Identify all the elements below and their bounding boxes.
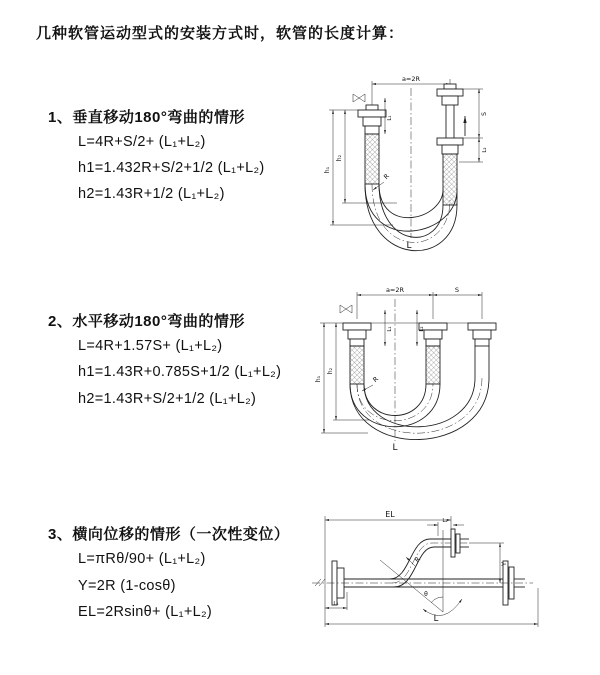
radius-callout bbox=[406, 555, 422, 566]
dimension-y bbox=[469, 543, 508, 583]
dim-label-r: R bbox=[413, 555, 423, 565]
section-1-heading: 1、垂直移动180°弯曲的情形 bbox=[48, 109, 245, 126]
radius-callout bbox=[362, 375, 380, 391]
dimension-l2 bbox=[479, 138, 488, 162]
section-3-formula-EL: EL=2Rsinθ+ (L₁+L₂) bbox=[78, 604, 213, 620]
section-3-heading: 3、横向位移的情形（一次性变位） bbox=[48, 526, 290, 543]
dimension-l2 bbox=[417, 310, 425, 346]
dim-label-l1: L₁ bbox=[387, 326, 393, 332]
dim-label-l2: L₂ bbox=[442, 518, 448, 524]
dim-label-h1: h₁ bbox=[324, 166, 331, 174]
right-connector-alt-position bbox=[468, 323, 496, 378]
section-2-formula-L: L=4R+1.57S+ (L₁+L₂) bbox=[78, 338, 223, 354]
dim-label-l: L bbox=[433, 614, 439, 624]
dim-label-el: EL bbox=[385, 510, 395, 519]
dim-label-l1: L₁ bbox=[333, 601, 339, 607]
section-2-formula-h2: h2=1.43R+S/2+1/2 (L₁+L₂) bbox=[78, 391, 257, 407]
page-title: 几种软管运动型式的安装方式时，软管的长度计算： bbox=[36, 25, 405, 42]
dimension-a2r bbox=[357, 286, 482, 319]
diagram-horizontal-180-bend bbox=[310, 283, 600, 463]
left-connector bbox=[343, 323, 371, 384]
dim-label-a2r: a=2R bbox=[401, 75, 421, 83]
diagram-vertical-180-bend bbox=[313, 70, 563, 266]
section-3-formula-L: L=πRθ/90+ (L₁+L₂) bbox=[78, 551, 206, 567]
section-3-formula-Y: Y=2R (1-cosθ) bbox=[78, 578, 176, 594]
braided-hose-section bbox=[443, 154, 457, 205]
dim-label-l: L bbox=[392, 443, 398, 453]
dim-label-s: S bbox=[454, 286, 460, 294]
valve-icon bbox=[353, 94, 365, 102]
dim-label-a2r: a=2R bbox=[385, 286, 405, 294]
dim-label-theta: θ bbox=[424, 591, 428, 598]
dimension-l1 bbox=[385, 98, 393, 134]
section-1-formula-h2: h2=1.43R+1/2 (L₁+L₂) bbox=[78, 186, 225, 202]
dim-label-h2: h₂ bbox=[336, 154, 343, 162]
dimension-l2 bbox=[427, 518, 464, 536]
dim-label-s: S bbox=[481, 112, 488, 116]
dim-label-l1: L₁ bbox=[387, 115, 393, 121]
braided-hose-section bbox=[350, 346, 364, 384]
section-1-formula-h1: h1=1.432R+S/2+1/2 (L₁+L₂) bbox=[78, 160, 265, 176]
braided-hose-section bbox=[426, 346, 440, 384]
dim-label-r: R bbox=[371, 374, 381, 384]
dimension-l1 bbox=[385, 310, 393, 346]
dim-label-r: R bbox=[382, 172, 392, 182]
section-2-heading: 2、水平移动180°弯曲的情形 bbox=[48, 313, 245, 330]
diagram-lateral-displacement bbox=[298, 500, 598, 645]
dim-label-l: L bbox=[406, 241, 412, 251]
dim-label-l2: L₂ bbox=[419, 326, 425, 332]
right-connector bbox=[437, 84, 463, 205]
section-1-formula-L: L=4R+S/2+ (L₁+L₂) bbox=[78, 134, 206, 150]
dim-label-l2: L₂ bbox=[482, 147, 488, 153]
valve-icon bbox=[340, 305, 352, 313]
dim-label-h1: h₁ bbox=[315, 375, 322, 383]
braided-hose-section bbox=[365, 134, 379, 184]
left-connector bbox=[358, 105, 386, 184]
hose-u-bend bbox=[350, 378, 489, 440]
dim-label-y: Y bbox=[500, 562, 508, 566]
dim-label-h2: h₂ bbox=[327, 367, 334, 375]
dimension-s bbox=[433, 286, 482, 295]
section-2-formula-h1: h1=1.43R+0.785S+1/2 (L₁+L₂) bbox=[78, 364, 282, 380]
